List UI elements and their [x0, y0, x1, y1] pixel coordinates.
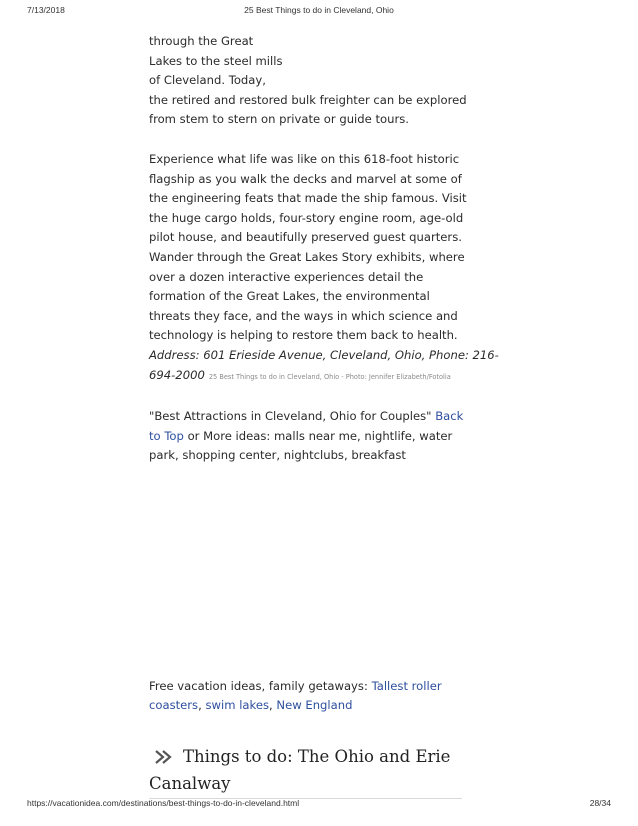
section-title: Canalway [149, 774, 231, 793]
blank-space [149, 466, 469, 677]
text-line: the engineering feats that made the ship famous. Visit [149, 191, 467, 206]
more-ideas-text: or More ideas: malls near me, nightlife, water [187, 428, 453, 443]
text-line: technology is helping to restore them back to health. [149, 328, 458, 343]
text-line: from stem to stern on private or guide tours. [149, 112, 409, 127]
address-line: Address: 601 Erieside Avenue, Cleveland, Ohio, Phone: 216- [149, 347, 499, 362]
print-title: 25 Best Things to do in Cleveland, Ohio [244, 5, 394, 15]
text-line: threats they face, and the ways in which science and [149, 308, 458, 323]
attractions-quote: "Best Attractions in Cleveland, Ohio for Couples" [149, 409, 432, 424]
section-title: Things to do: The Ohio and Erie [183, 747, 451, 766]
page-footer [0, 798, 638, 812]
section-heading [149, 745, 462, 799]
text-line: Wander through the Great Lakes Story exhibits, where [149, 249, 465, 264]
new-england-link[interactable]: New England [276, 698, 353, 713]
double-chevron-right-icon [153, 748, 175, 772]
page-url: https://vacationidea.com/destinations/best-things-to-do-in-cleveland.html [27, 798, 300, 808]
article-content [149, 32, 499, 716]
tallest-roller-coasters-link[interactable]: coasters [149, 698, 199, 713]
text-line: pilot house, and beautifully preserved guest quarters. [149, 230, 462, 245]
back-to-top-link[interactable]: Back [435, 409, 464, 424]
text-line: over a dozen interactive experiences detail the [149, 269, 424, 284]
text-line: formation of the Great Lakes, the environmental [149, 289, 430, 304]
text-line: Experience what life was like on this 618-foot historic [149, 151, 460, 166]
photo-caption: 25 Best Things to do in Cleveland, Ohio - Photo: Jennifer Elizabeth/Fotolia [208, 372, 451, 381]
more-ideas-text: park, shopping center, nightclubs, breakfast [149, 448, 406, 463]
text-line: of Cleveland. Today, [149, 73, 266, 88]
text-line: Lakes to the steel mills [149, 53, 283, 68]
page-number: 28/34 [589, 798, 611, 808]
paragraph-ship-intro [149, 32, 469, 130]
paragraph-attractions [149, 407, 469, 466]
text-line: the huge cargo holds, four-story engine room, age-old [149, 210, 464, 225]
text-line: flagship as you walk the decks and marvel at some of [149, 171, 462, 186]
back-to-top-link[interactable]: to Top [149, 428, 184, 443]
address-line: 694-2000 [149, 367, 205, 382]
text-line: through the Great [149, 34, 254, 48]
paragraph-vacation-ideas: Free vacation ideas, family getaways: Tallest roller coasters, swim lakes, New England [149, 678, 442, 713]
print-date: 7/13/2018 [27, 5, 65, 15]
text-line: the retired and restored bulk freighter can be explored [149, 92, 467, 107]
tallest-roller-coasters-link[interactable]: Tallest roller [371, 678, 442, 693]
swim-lakes-link[interactable]: swim lakes [205, 698, 270, 713]
page-header [0, 5, 638, 19]
paragraph-ship-details [149, 150, 499, 387]
vacation-ideas-text: Free vacation ideas, family getaways: [149, 678, 368, 693]
